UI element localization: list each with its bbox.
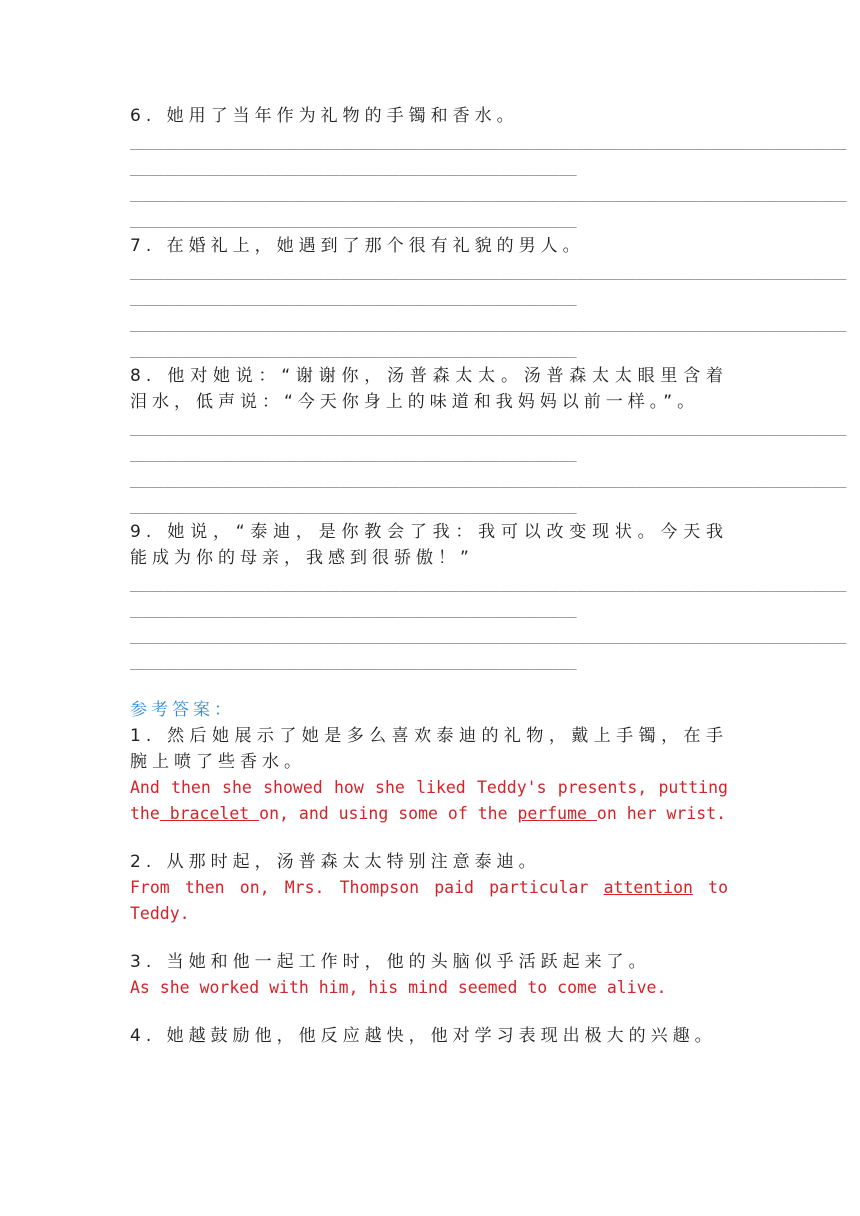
answer-1-english bbox=[130, 775, 728, 827]
answer-blank-line: _____________________________________________________ bbox=[130, 160, 577, 176]
answer-blank-line: _____________________________________________________________________________________ bbox=[130, 316, 847, 332]
answer-blank-line: _____________________________________________________ bbox=[130, 498, 577, 514]
answer-text: And then she showed how she liked Teddy's presents, putting the bbox=[130, 778, 728, 823]
answer-text: to Teddy. bbox=[130, 878, 728, 923]
question-9: 9. 她说，“泰迪，是你教会了我：我可以改变现状。今天我能成为你的母亲，我感到很骄傲！” bbox=[130, 522, 728, 568]
answer-text: on her wrist. bbox=[596, 804, 727, 823]
answer-blank-line: _____________________________________________________________________________________ bbox=[130, 134, 847, 150]
answer-text: As she worked with him, his mind seemed to come alive. bbox=[130, 978, 667, 997]
question-8: 8. 他对她说：“谢谢你，汤普森太太。汤普森太太眼里含着泪水，低声说：“今天你身上的味道和我妈妈以前一样。”。 bbox=[130, 366, 728, 412]
answer-text: From then on, Mrs. Thompson paid particular bbox=[130, 878, 604, 897]
answer-2-chinese: 2. 从那时起，汤普森太太特别注意泰迪。 bbox=[130, 852, 541, 872]
answer-blank-line: _____________________________________________________________________________________ bbox=[130, 420, 847, 436]
answer-1-chinese: 1. 然后她展示了她是多么喜欢泰迪的礼物，戴上手镯，在手腕上喷了些香水。 bbox=[130, 726, 728, 772]
answer-blank-line: _____________________________________________________ bbox=[130, 212, 577, 228]
answers-heading: 参考答案： bbox=[130, 700, 235, 720]
answer-blank-line: _____________________________________________________ bbox=[130, 342, 577, 358]
question-6: 6. 她用了当年作为礼物的手镯和香水。 bbox=[130, 106, 519, 126]
answer-blank-line: _____________________________________________________________________________________ bbox=[130, 264, 847, 280]
keyword-bracelet: bracelet bbox=[159, 804, 260, 823]
answer-3-english bbox=[130, 975, 728, 1001]
answer-3-chinese: 3. 当她和他一起工作时，他的头脑似乎活跃起来了。 bbox=[130, 952, 651, 972]
answer-blank-line: _____________________________________________________________________________________ bbox=[130, 472, 847, 488]
keyword-perfume: perfume bbox=[517, 804, 597, 823]
answer-2-english bbox=[130, 875, 728, 927]
answer-4-chinese: 4. 她越鼓励他，他反应越快，他对学习表现出极大的兴趣。 bbox=[130, 1026, 717, 1046]
answer-blank-line: _____________________________________________________________________________________ bbox=[130, 186, 847, 202]
answer-blank-line: _____________________________________________________________________________________ bbox=[130, 628, 847, 644]
answer-blank-line: _____________________________________________________ bbox=[130, 290, 577, 306]
answer-blank-line: _____________________________________________________ bbox=[130, 602, 577, 618]
answer-blank-line: _____________________________________________________ bbox=[130, 654, 577, 670]
answer-text: on, and using some of the bbox=[259, 804, 518, 823]
document-page bbox=[130, 103, 847, 1049]
answer-blank-line: _____________________________________________________ bbox=[130, 446, 577, 462]
answer-blank-line: _____________________________________________________________________________________ bbox=[130, 576, 847, 592]
keyword-attention: attention bbox=[603, 878, 693, 897]
question-7: 7. 在婚礼上，她遇到了那个很有礼貌的男人。 bbox=[130, 236, 585, 256]
